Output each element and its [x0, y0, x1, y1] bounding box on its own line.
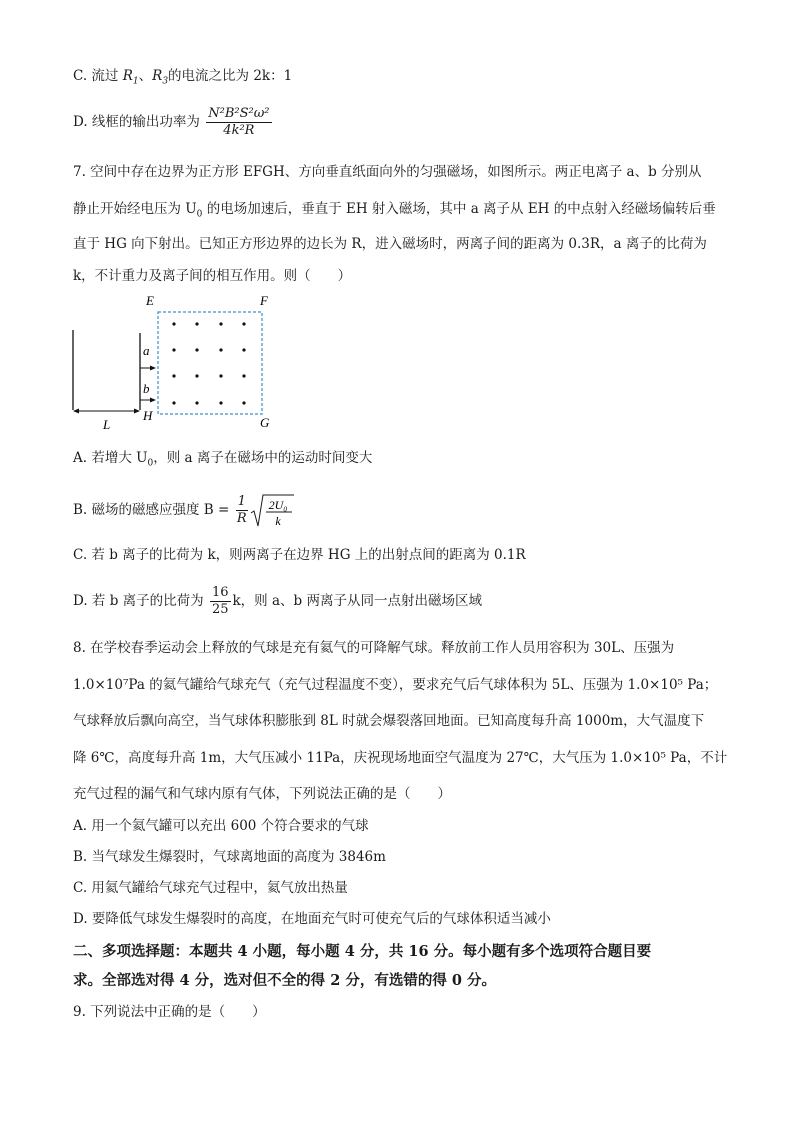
- q8-stem-line1: 8. 在学校春季运动会上释放的气球是充有氦气的可降解气球。释放前工作人员用容积为 30L、压强为: [73, 640, 675, 656]
- q7-option-b: B. 磁场的磁感应强度 B = $\frac{1}{R}$ 2U₀ k: [73, 492, 294, 529]
- q8-stem-line5: 充气过程的漏气和气球内原有气体，下列说法正确的是（ ）: [73, 786, 451, 802]
- label-L: L: [103, 417, 111, 432]
- q8-option-d: D. 要降低气球发生爆裂时的高度，在地面充气时可使充气后的气球体积适当减小: [73, 911, 551, 927]
- svg-text:2U₀: 2U₀: [268, 497, 288, 512]
- q8-stem-line4: 降 6℃，高度每升高 1m，大气压减小 11Pa，庆祝现场地面空气温度为 27℃，大气压为 1.0×10⁵ Pa，不计: [73, 750, 728, 766]
- r3-symbol: $R_3$: [152, 68, 169, 87]
- q7-stem-line1: 7. 空间中存在边界为正方形 EFGH、方向垂直纸面向外的匀强磁场，如图所示。两正电离子 a、b 分别从: [73, 164, 702, 180]
- q8-option-b: B. 当气球发生爆裂时，气球离地面的高度为 3846m: [73, 849, 386, 865]
- q6-option-d: D. 线框的输出功率为 $\frac{\text{N²B²S²ω²}}{\text{4k²R}}$: [73, 106, 270, 138]
- q7-option-d: D. 若 b 离子的比荷为 $\frac{16}{25}$ k，则 a、b 两离子从同一点射出磁场区域: [73, 585, 482, 617]
- section-heading-line2: 求。全部选对得 4 分，选对但不全的得 2 分，有选错的得 0 分。: [73, 972, 497, 989]
- q7-stem-line4: k，不计重力及离子间的相互作用。则（ ）: [73, 268, 352, 284]
- q9-stem: 9. 下列说法中正确的是（ ）: [73, 1004, 266, 1020]
- magnetic-field-diagram: [66, 290, 286, 435]
- svg-text:k: k: [275, 513, 281, 528]
- label-E: E: [146, 293, 154, 308]
- q6-option-c: C. 流过 $R_1$、$R_3$的电流之比为 2k：1: [73, 68, 293, 87]
- label-G: G: [260, 415, 270, 430]
- power-fraction: $\frac{\text{N²B²S²ω²}}{\text{4k²R}}$: [208, 106, 270, 138]
- q8-stem-line3: 气球释放后飘向高空，当气球体积膨胀到 8L 时就会爆裂落回地面。已知高度每升高 1000m，大气温度下: [73, 713, 705, 729]
- q8-option-a: A. 用一个氦气罐可以充出 600 个符合要求的气球: [73, 818, 369, 834]
- q7-option-a: A. 若增大 $U_0$，则 a 离子在磁场中的运动时间变大: [73, 450, 373, 469]
- label-b: b: [143, 381, 150, 396]
- q8-option-c: C. 用氦气罐给气球充气过程中，氦气放出热量: [73, 880, 348, 896]
- q7-stem-line2: 静止开始经电压为 $U_0$ 的电场加速后，垂直于 EH 射入磁场，其中 a 离子从 EH 的中点射入经磁场偏转后垂: [73, 201, 716, 220]
- q8-stem-line2: 1.0×10⁷Pa 的氦气罐给气球充气（充气过程温度不变），要求充气后气球体积为 5L、压强为 1.0×10⁵ Pa；: [73, 677, 718, 693]
- sqrt-symbol: [250, 492, 294, 529]
- label-a: a: [143, 343, 150, 358]
- label-H: H: [143, 408, 153, 423]
- field-dots: [172, 322, 245, 404]
- r1-symbol: $R_1$: [122, 68, 139, 87]
- q7-option-c: C. 若 b 离子的比荷为 k，则两离子在边界 HG 上的出射点间的距离为 0.1R: [73, 547, 526, 563]
- label-F: F: [260, 293, 268, 308]
- q7-stem-line3: 直于 HG 向下射出。已知正方形边界的边长为 R，进入磁场时，两离子间的距离为 0.3R，a 离子的比荷为: [73, 236, 707, 252]
- field-boundary: [158, 312, 262, 414]
- section-heading-line1: 二、多项选择题：本题共 4 小题，每小题 4 分，共 16 分。每小题有多个选项符合题目要: [73, 943, 652, 960]
